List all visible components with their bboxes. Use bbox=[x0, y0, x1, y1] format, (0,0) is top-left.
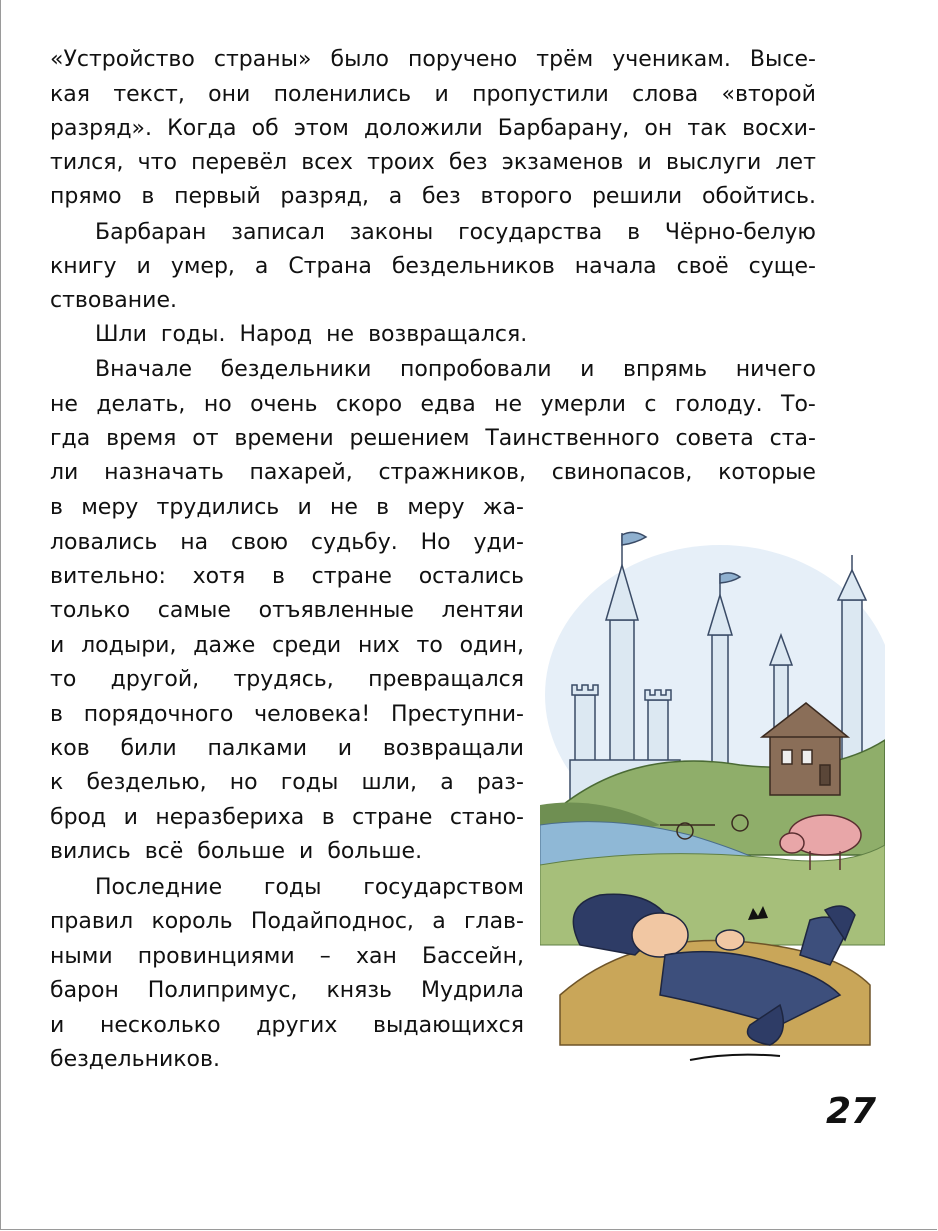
text-line: тился, что перевёл всех троих без экзаменов и выслуги лет bbox=[50, 150, 816, 175]
text-line: кая текст, они поленились и пропустили слова «второй bbox=[50, 82, 816, 107]
text-line: Последние годы государством bbox=[95, 875, 524, 900]
text-line: разряд». Когда об этом доложили Барбарану, он так восхи- bbox=[50, 116, 816, 141]
text-line: ловались на свою судьбу. Но уди- bbox=[50, 530, 524, 555]
text-line: прямо в первый разряд, а без второго решили обойтись. bbox=[50, 184, 816, 209]
text-line: «Устройство страны» было поручено трём ученикам. Высе- bbox=[50, 47, 816, 72]
text-line: бездельников. bbox=[50, 1047, 220, 1072]
text-line: в меру трудились и не в меру жа- bbox=[50, 495, 524, 520]
text-line: правил король Подайподнос, а глав- bbox=[50, 909, 524, 934]
text-line: книгу и умер, а Страна бездельников начала своё суще- bbox=[50, 254, 816, 279]
text-line: то другой, трудясь, превращался bbox=[50, 667, 524, 692]
text-line: ными провинциями – хан Бассейн, bbox=[50, 944, 524, 969]
castle-illustration-icon bbox=[540, 525, 885, 1070]
text-line: не делать, но очень скоро едва не умерли с голоду. То- bbox=[50, 392, 816, 417]
text-line: к безделью, но годы шли, а раз- bbox=[50, 770, 524, 795]
text-line: барон Полипримус, князь Мудрила bbox=[50, 978, 524, 1003]
text-line: только самые отъявленные лентяи bbox=[50, 598, 524, 623]
text-line: ков били палками и возвращали bbox=[50, 736, 524, 761]
text-line: Вначале бездельники попробовали и впрямь ничего bbox=[95, 357, 816, 382]
text-line: гда время от времени решением Таинственного совета ста- bbox=[50, 426, 816, 451]
text-line: и лодыри, даже среди них то один, bbox=[50, 633, 524, 658]
text-line: вились всё больше и больше. bbox=[50, 839, 423, 864]
text-line: ли назначать пахарей, стражников, свинопасов, которые bbox=[50, 460, 816, 485]
text-line: вительно: хотя в стране остались bbox=[50, 564, 524, 589]
text-line: ствование. bbox=[50, 288, 177, 313]
text-line: брод и неразбериха в стране стано- bbox=[50, 805, 524, 830]
text-line: Барбаран записал законы государства в Чёрно-белую bbox=[95, 220, 816, 245]
page-number: 27 bbox=[826, 1091, 877, 1132]
text-line: и несколько других выдающихся bbox=[50, 1013, 524, 1038]
text-line: в порядочного человека! Преступни- bbox=[50, 702, 524, 727]
text-line: Шли годы. Народ не возвращался. bbox=[95, 322, 528, 347]
